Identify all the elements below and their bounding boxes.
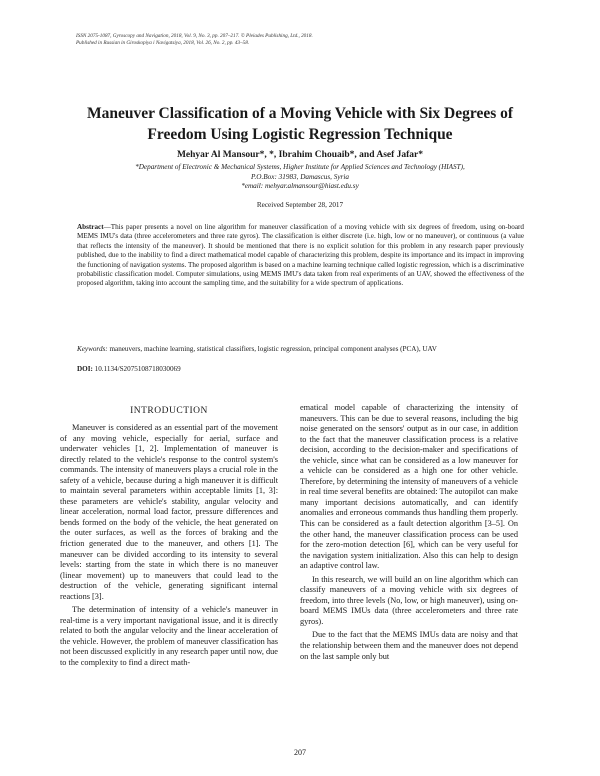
doi-value: 10.1134/S2075108718030069	[92, 365, 181, 373]
section-heading-introduction: INTRODUCTION	[130, 406, 208, 416]
journal-header-line-1: ISSN 2075-1087, Gyroscopy and Navigation, 2018, Vol. 9, No. 3, pp. 207–217. © Pleiades Publishing, Ltd., 2018.	[76, 33, 313, 39]
doi	[77, 365, 524, 374]
paragraph: In this research, we will build an on line algorithm which can classify maneuvers of a moving vehicle with six degrees of freedom, into three levels (No, low, or high maneuver), using on-board MEMS IMUs data (three accelerometers and three rate gyros).	[300, 574, 518, 626]
affiliation-line-1: *Department of Electronic & Mechanical Systems, Higher Institute for Applied Sciences and Technology (HIAST),	[135, 163, 465, 171]
left-column	[60, 405, 278, 669]
paragraph: Due to the fact that the MEMS IMUs data are noisy and that the relationship between them and the maneuver does not depend on the last sample only but	[300, 630, 518, 661]
paper-title: Maneuver Classification of a Moving Vehicle with Six Degrees of Freedom Using Logistic Regression Technique	[86, 105, 514, 143]
author-list: Mehyar Al Mansour*, *, Ibrahim Chouaib*, and Asef Jafar*	[176, 150, 424, 160]
affiliation-line-2: P.O.Box: 31983, Damascus, Syria	[251, 172, 349, 181]
affiliation	[70, 163, 530, 192]
keywords-text: maneuvers, machine learning, statistical classifiers, logistic regression, principal component analyses (PCA), UAV	[107, 345, 437, 353]
paragraph: ematical model capable of characterizing the intensity of maneuvers. This can be due to several reasons, including the big noise generated on the sensors' output as in our case, in addition to the fact that the maneuver classification process is a relative decision, according to the decision-maker and specifications of the vehicle, since what can be considered as a low maneuver for a vehicle can be considered as a high one for other vehicle. Therefore, by determining the intensity of maneuvers of a vehicle in real time several benefits are obtained: The autopilot can make many important decisions automatically, and can identify anomalies and erroneous commands thus handling them properly. This can be considered as a fault detection algorithm [3–5]. On the other hand, the maneuver classification process can be used for the zero-motion detection [6], which can be very useful for the navigation system initialization. Also this can help to design an adaptive control law.	[300, 403, 518, 571]
paragraph: The determination of intensity of a vehicle's maneuver in real-time is a very important navigational issue, and it is directly related to both the angular velocity and the linear acceleration of the vehicle. However, the problem of maneuver classification has not been discussed explicitly in any research paper until now, due to the complexity to find a direct math-	[60, 605, 278, 668]
doi-label: DOI:	[77, 365, 93, 373]
abstract	[77, 223, 524, 289]
paragraph: Maneuver is considered as an essential part of the movement of any moving vehicle, especially for aerial, surface and underwater vehicles [1, 2]. Implementation of maneuver is directly related to the vehicle's response to the control system's commands. The intensity of maneuvers plays a crucial role in the safety of a vehicle, because during a high maneuver it is difficult to maintain several parameters within acceptable limits [1, 3]: these parameters are vehicle's stability, angular velocity and linear acceleration, normal load factor, pressure differences and bends formed on the body of the vehicle, the heat generated on the outer surfaces, as well as the forces of braking and the friction generated due to the maneuver, and others [1]. The maneuver can be divided according to its intensity to several levels: starting from the state in which there is no maneuver (linear movement) up to maneuvers that could lead to the destruction of the vehicle, generating significant internal reactions [3].	[60, 423, 278, 601]
author-email: *email: mehyar.almansour@hiast.edu.sy	[241, 182, 359, 191]
abstract-text: —This paper presents a novel on line algorithm for maneuver classification of a moving vehicle with six degrees of freedom, using on-board MEMS IMU's data (three accelerometers and three rate gyros). The classification is either discrete (i.e. high, low or no maneuver), or continuous (a value that reflects the intensity of the maneuver). It should be mentioned that there is no explicit solution for this problem in any research paper previously published, due to the inability to find a direct mathematical model capable of characterizing this problem, despite its importance and its impact in improving the functioning of navigation systems. The proposed algorithm is based on a machine learning technique called logistic regression, which is a discriminative probabilistic classification model. Computer simulations, using MEMS IMU's data taken from real experiments of an UAV, showed the effectiveness of the proposed algorithm, taking into account the sampling time, and the suitability for a wide spectrum of applications.	[77, 223, 524, 288]
page-number: 207	[294, 748, 306, 757]
journal-header	[76, 33, 536, 47]
right-column	[300, 403, 518, 662]
abstract-label: Abstract	[77, 223, 104, 231]
journal-header-line-2: Published in Russian in Giroskopiya i Navigatsiya, 2018, Vol. 26, No. 2, pp. 43–58.	[76, 40, 250, 46]
received-date: Received September 28, 2017	[256, 201, 344, 209]
keywords-label: Keywords:	[77, 345, 108, 353]
keywords	[77, 345, 524, 354]
